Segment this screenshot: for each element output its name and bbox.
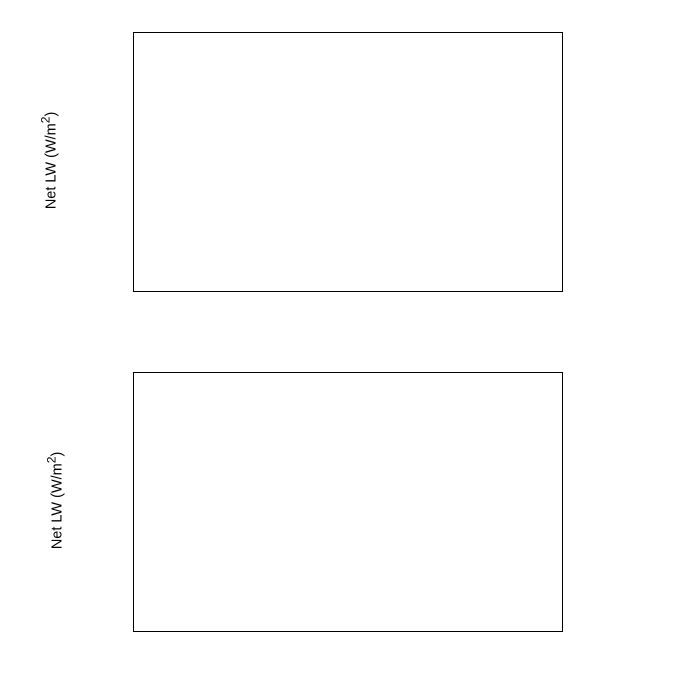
x-tick-labels-bottom	[133, 636, 563, 656]
y-tick-labels-top	[66, 32, 128, 292]
chart-panel-top	[0, 22, 700, 352]
y-axis-label-bottom: Net LW $(W/m^2)$	[44, 451, 66, 550]
plot-area-top[interactable]	[133, 32, 563, 292]
chart-panel-bottom	[0, 352, 700, 700]
x-tick-labels-top	[133, 296, 563, 316]
y-axis-label-top: Net LW $(W/m^2)$	[38, 111, 60, 210]
plot-area-bottom[interactable]	[133, 372, 563, 632]
series-canvas-bottom	[134, 373, 562, 631]
y-tick-labels-bottom	[60, 372, 122, 632]
series-canvas-top	[134, 33, 562, 291]
